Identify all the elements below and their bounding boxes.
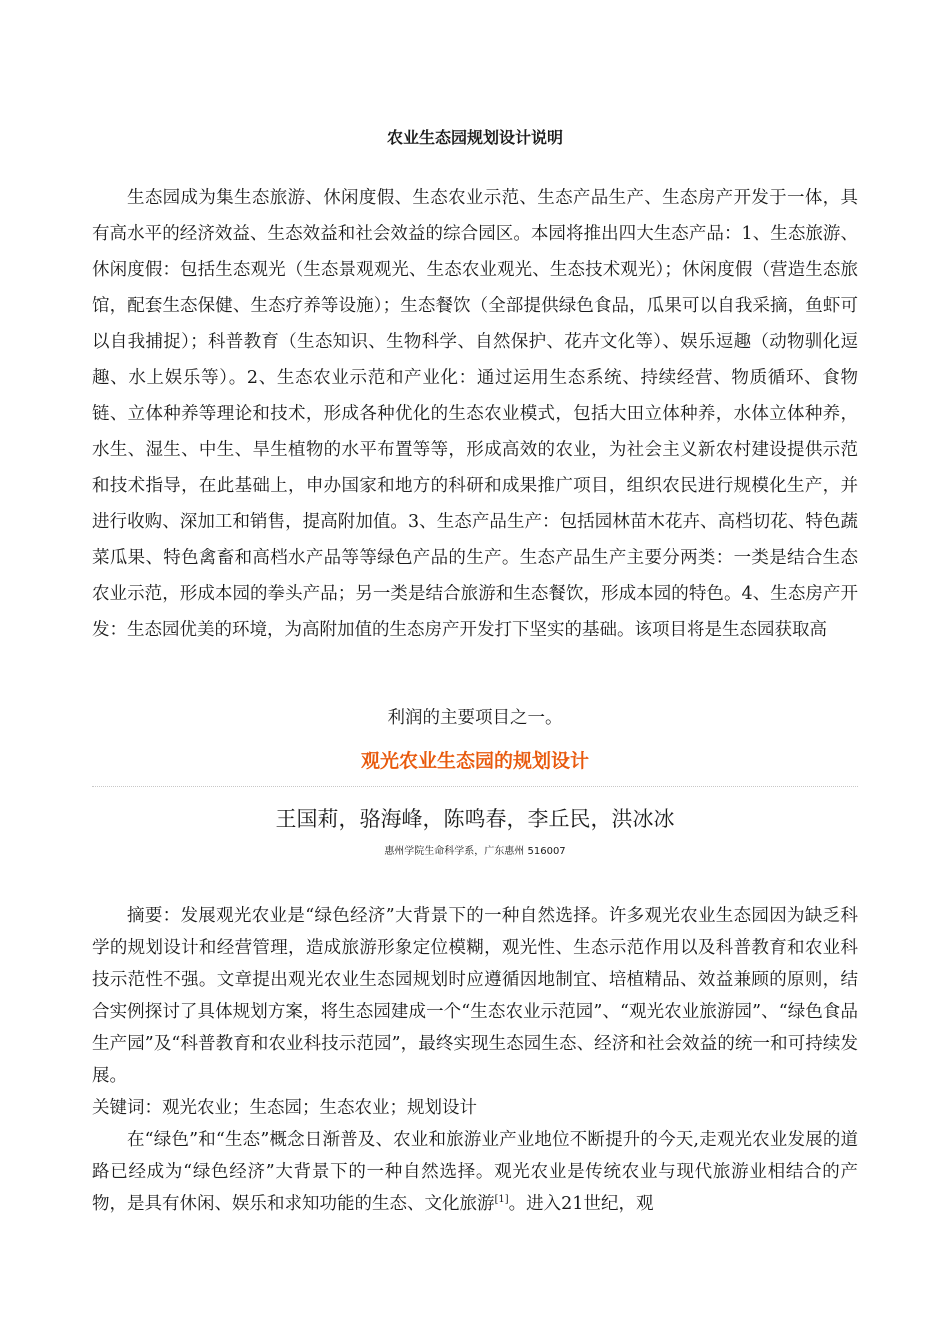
title-divider [92,786,858,787]
intro-last-line: 利润的主要项目之一。 [387,708,563,728]
body-text-part-1: 在“绿色”和“生态”概念日渐普及、农业和旅游业产业地位不断提升的今天,走观光农业发展的道路已经成为“绿色经济”大背景下的一种自然选择。观光农业是传统农业与现代旅游业相结合的产物，是具有休闲、娱乐和求知功能的生态、文化旅游 [92,1130,858,1214]
keywords-line: 关键词：观光农业；生态园；生态农业；规划设计 [92,1098,477,1118]
abstract-paragraph: 摘要：发展观光农业是“绿色经济”大背景下的一种自然选择。许多观光农业生态园因为缺乏科学的规划设计和经营管理，造成旅游形象定位模糊，观光性、生态示范作用以及科普教育和农业科技示范性不强。文章提出观光农业生态园规划时应遵循因地制宜、培植精品、效益兼顾的原则，结合实例探讨了具体规划方案，将生态园建成一个“生态农业示范园”、“观光农业旅游园”、“绿色食品生产园”及“科普教育和农业科技示范园”，最终实现生态园生态、经济和社会效益的统一和可持续发展。 [92,906,858,1086]
body-paragraph [92,1124,858,1220]
article-title: 观光农业生态园的规划设计 [360,750,589,772]
author-list: 王国莉，骆海峰，陈鸣春，李丘民，洪冰冰 [275,807,675,831]
document-title: 农业生态园规划设计说明 [386,128,563,147]
author-affiliation: 惠州学院生命科学系，广东惠州 516007 [384,846,566,857]
citation-reference[interactable]: [1] [494,1194,509,1206]
body-text-part-2: 。进入21世纪，观 [508,1194,654,1214]
intro-paragraph: 生态园成为集生态旅游、休闲度假、生态农业示范、生态产品生产、生态房产开发于一体，具有高水平的经济效益、生态效益和社会效益的综合园区。本园将推出四大生态产品：1、生态旅游、休闲度假：包括生态观光（生态景观观光、生态农业观光、生态技术观光）；休闲度假（营造生态旅馆，配套生态保健、生态疗养等设施）；生态餐饮（全部提供绿色食品，瓜果可以自我采摘，鱼虾可以自我捕捉）；科普教育（生态知识、生物科学、自然保护、花卉文化等）、娱乐逗趣（动物驯化逗趣、水上娱乐等）。2、生态农业示范和产业化：通过运用生态系统、持续经营、物质循环、食物链、立体种养等理论和技术，形成各种优化的生态农业模式，包括大田立体种养，水体立体种养，水生、湿生、中生、旱生植物的水平布置等等，形成高效的农业，为社会主义新农村建设提供示范和技术指导，在此基础上，申办国家和地方的科研和成果推广项目，组织农民进行规模化生产，并进行收购、深加工和销售，提高附加值。3、生态产品生产：包括园林苗木花卉、高档切花、特色蔬菜瓜果、特色禽畜和高档水产品等等绿色产品的生产。生态产品生产主要分两类：一类是结合生态农业示范，形成本园的拳头产品；另一类是结合旅游和生态餐饮，形成本园的特色。4、生态房产开发：生态园优美的环境，为高附加值的生态房产开发打下坚实的基础。该项目将是生态园获取高 [92,188,858,640]
